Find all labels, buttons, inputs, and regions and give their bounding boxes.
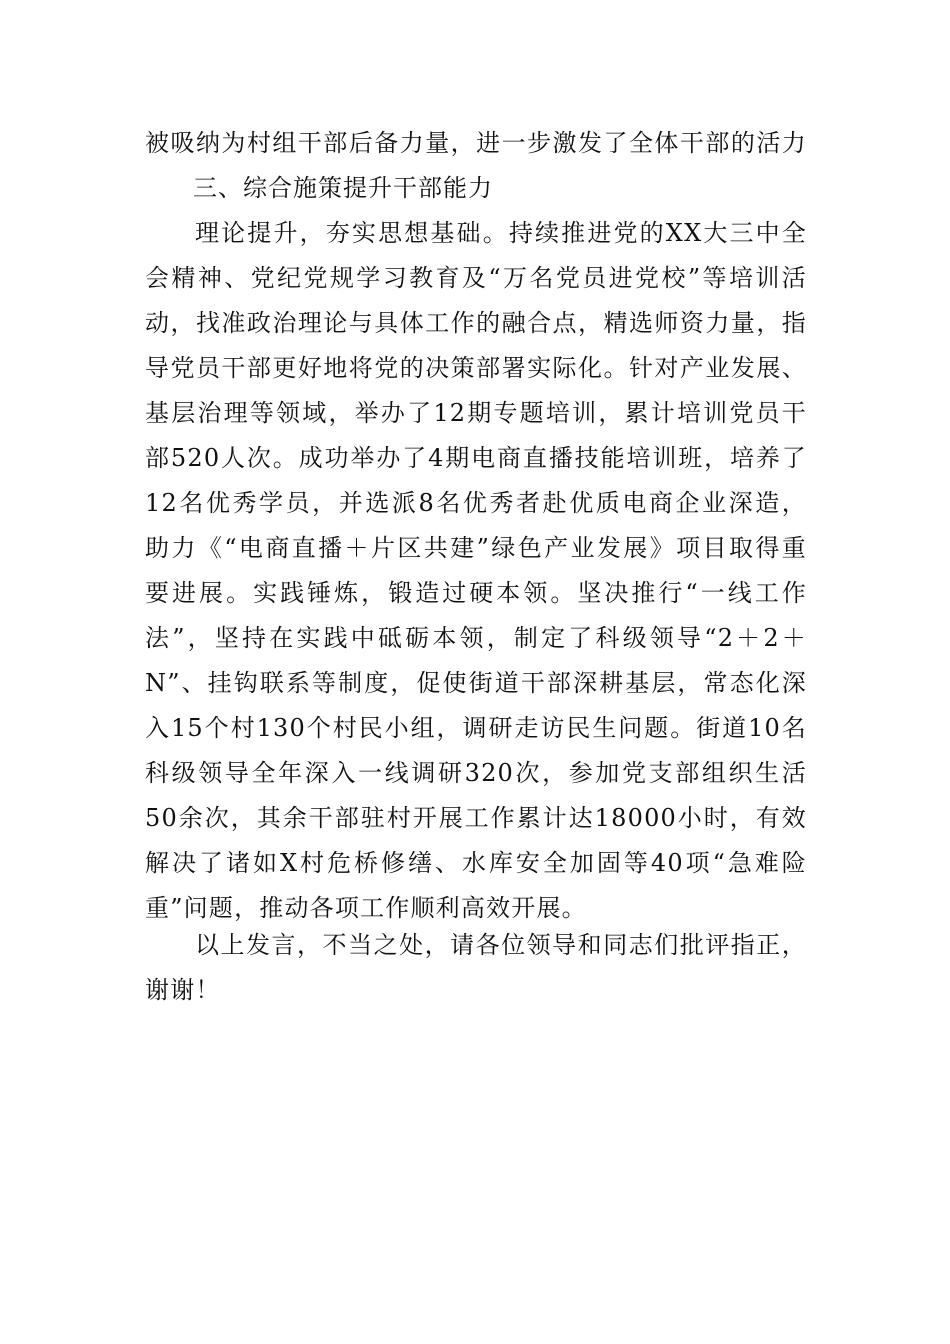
paragraph-line: 谢谢！ bbox=[145, 976, 221, 1004]
paragraph-line: 入15个村130个村民小组，调研走访民生问题。街道10名 bbox=[145, 714, 807, 742]
paragraph-line: 部520人次。成功举办了4期电商直播技能培训班，培养了 bbox=[145, 444, 807, 472]
paragraph-line: 要进展。实践锤炼，锻造过硬本领。坚决推行“一线工作 bbox=[145, 579, 807, 607]
paragraph-2 bbox=[145, 923, 807, 1013]
paragraph-line: N”、挂钩联系等制度，促使街道干部深耕基层，常态化深 bbox=[145, 669, 807, 697]
paragraph-line: 12名优秀学员，并选派8名优秀者赴优质电商企业深造， bbox=[145, 489, 807, 517]
paragraph-1 bbox=[145, 211, 807, 931]
paragraph-line: 科级领导全年深入一线调研320次，参加党支部组织生活 bbox=[145, 759, 807, 787]
paragraph-line: 动，找准政治理论与具体工作的融合点，精选师资力量，指 bbox=[145, 309, 807, 337]
paragraph-line: 解决了诸如X村危桥修缮、水库安全加固等40项“急难险 bbox=[145, 849, 807, 877]
paragraph-line: 以上发言，不当之处，请各位领导和同志们批评指正， bbox=[195, 931, 807, 959]
paragraph-line: 理论提升，夯实思想基础。持续推进党的XX大三中全 bbox=[195, 219, 807, 247]
paragraph-line: 助力《“电商直播＋片区共建”绿色产业发展》项目取得重 bbox=[145, 534, 807, 562]
paragraph-line: 会精神、党纪党规学习教育及“万名党员进党校”等培训活 bbox=[145, 264, 807, 292]
paragraph-line: 重”问题，推动各项工作顺利高效开展。 bbox=[145, 894, 587, 922]
continuation-line: 被吸纳为村组干部后备力量，进一步激发了全体干部的活力 bbox=[145, 129, 807, 157]
continuation-paragraph bbox=[145, 121, 807, 166]
paragraph-line: 法”，坚持在实践中砥砺本领，制定了科级领导“2＋2＋ bbox=[145, 624, 807, 652]
paragraph-line: 50余次，其余干部驻村开展工作累计达18000小时，有效 bbox=[145, 804, 807, 832]
section-heading: 三、综合施策提升干部能力 bbox=[193, 174, 493, 202]
paragraph-line: 基层治理等领域，举办了12期专题培训，累计培训党员干 bbox=[145, 399, 807, 427]
paragraph-line: 导党员干部更好地将党的决策部署实际化。针对产业发展、 bbox=[145, 354, 807, 382]
